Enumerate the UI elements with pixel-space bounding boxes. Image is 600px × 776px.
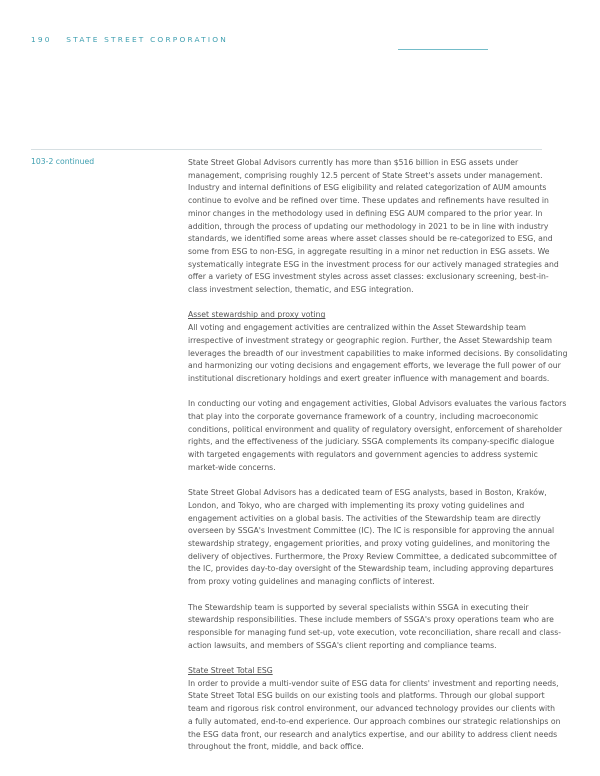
body-text-line: delivery of objectives. Furthermore, the Proxy Review Committee, a dedicated subcommittee of (188, 551, 557, 561)
company-name: STATE STREET CORPORATION (66, 35, 229, 44)
body-text-line: continue to evolve and be refined over time. These updates and refinements have resulted in (188, 196, 549, 206)
body-paragraph (188, 602, 562, 653)
body-text-line: a fully automated, end-to-end experience. Our approach combines our strategic relationships on (188, 716, 561, 726)
body-paragraph (188, 398, 567, 474)
body-text-line: and harmonizing our voting decisions and engagement efforts, we leverage the full power of our (188, 361, 561, 371)
paragraph-gap (188, 297, 553, 310)
body-text-line: institutional discretionary holdings and exert greater influence with management and boards. (188, 373, 550, 383)
body-paragraph (188, 487, 557, 589)
body-text-line: the IC, provides day-to-day oversight of the Stewardship team, including approving departures (188, 564, 554, 574)
body-text-column (188, 157, 568, 754)
paragraph-gap (188, 386, 553, 399)
body-text-line: action lawsuits, and members of SSGA's client reporting and compliance teams. (188, 640, 497, 650)
body-text-line: irrespective of investment strategy or geographic region. Further, the Asset Stewardship team (188, 335, 552, 345)
body-paragraph (188, 157, 559, 297)
body-text-line: overseen by SSGA's Investment Committee (IC). The IC is responsible for approving the annual (188, 526, 555, 536)
body-text-line: Industry and internal definitions of ESG eligibility and related categorization of AUM amounts (188, 183, 547, 193)
body-text-line: State Street Global Advisors has a dedicated team of ESG analysts, based in Boston, Kraków, (188, 488, 547, 498)
section-divider (31, 149, 542, 150)
body-text-line: minor changes in the methodology used in defining ESG AUM compared to the prior year. In (188, 208, 543, 218)
body-text-line: responsible for managing fund set-up, vote execution, vote reconciliation, share recall and class- (188, 627, 562, 637)
body-text-line: the ESG data front, our research and analytics expertise, and our ability to address client needs (188, 729, 558, 739)
page-header (31, 35, 228, 44)
body-text-line: State Street Total ESG builds on our existing tools and platforms. Through our global support (188, 691, 545, 701)
page-number: 190 (31, 35, 52, 44)
body-text-line: All voting and engagement activities are centralized within the Asset Stewardship team (188, 323, 526, 333)
body-text-line: throughout the front, middle, and back office. (188, 742, 364, 752)
body-paragraph (188, 309, 568, 385)
body-text-line: conditions, political environment and quality of regulatory oversight, enforcement of shareholder (188, 424, 563, 434)
paragraph-gap (188, 652, 553, 665)
body-text-line: stewardship responsibilities. These include members of SSGA's proxy operations team who are (188, 615, 554, 625)
body-text-line: team and rigorous risk control environment, our advanced technology provides our clients with (188, 704, 556, 714)
body-paragraph (188, 665, 561, 754)
subsection-heading: State Street Total ESG (188, 666, 273, 676)
body-text-line: State Street Global Advisors currently has more than $516 billion in ESG assets under (188, 158, 519, 167)
paragraph-gap (188, 589, 553, 602)
header-accent-rule (398, 49, 488, 50)
body-text-line: market-wide concerns. (188, 462, 276, 472)
body-text-line: In order to provide a multi-vendor suite of ESG data for clients' investment and reporting needs, (188, 678, 559, 688)
body-text-line: standards, we identified some areas where asset classes should be re-categorized to ESG, and (188, 234, 553, 244)
body-text-line: leverages the breadth of our investment capabilities to make informed decisions. By consolidating (188, 348, 568, 358)
body-text-line: offer a variety of ESG investment styles across asset classes: exclusionary screening, best-in- (188, 272, 549, 282)
subsection-heading: Asset stewardship and proxy voting (188, 310, 326, 320)
body-text-line: management, comprising roughly 12.5 percent of State Street's assets under management. (188, 170, 543, 180)
body-text-line: The Stewardship team is supported by several specialists within SSGA in executing their (188, 602, 529, 612)
body-text-line: rights, and the effectiveness of the judiciary. SSGA complements its company-specific dialogue (188, 437, 555, 447)
body-text-line: engagement activities on a global basis. The activities of the Stewardship team are directly (188, 513, 541, 523)
body-text-line: from proxy voting guidelines and managing conflicts of interest. (188, 577, 435, 587)
body-text-line: class investment selection, thematic, and ESG integration. (188, 285, 414, 295)
body-text-line: that play into the corporate governance framework of a country, including macroeconomic (188, 412, 539, 422)
body-text-line: with targeted engagements with regulators and government agencies to address systemic (188, 450, 538, 460)
body-text-line: addition, through the process of updating our methodology in 2021 to be in line with industry (188, 221, 549, 231)
body-text-line: some from ESG to non-ESG, in aggregate resulting in a minor net reduction in ESG assets. We (188, 246, 550, 256)
body-text-line: systematically integrate ESG in the investment process for our actively managed strategies and (188, 259, 559, 269)
paragraph-gap (188, 475, 553, 488)
body-text-line: London, and Tokyo, who are charged with implementing its proxy voting guidelines and (188, 500, 525, 510)
body-text-line: In conducting our voting and engagement activities, Global Advisors evaluates the various factors (188, 399, 567, 409)
section-label: 103-2 continued (31, 157, 95, 166)
body-text-line: stewardship strategy, engagement priorities, and proxy voting guidelines, and monitoring the (188, 539, 550, 549)
